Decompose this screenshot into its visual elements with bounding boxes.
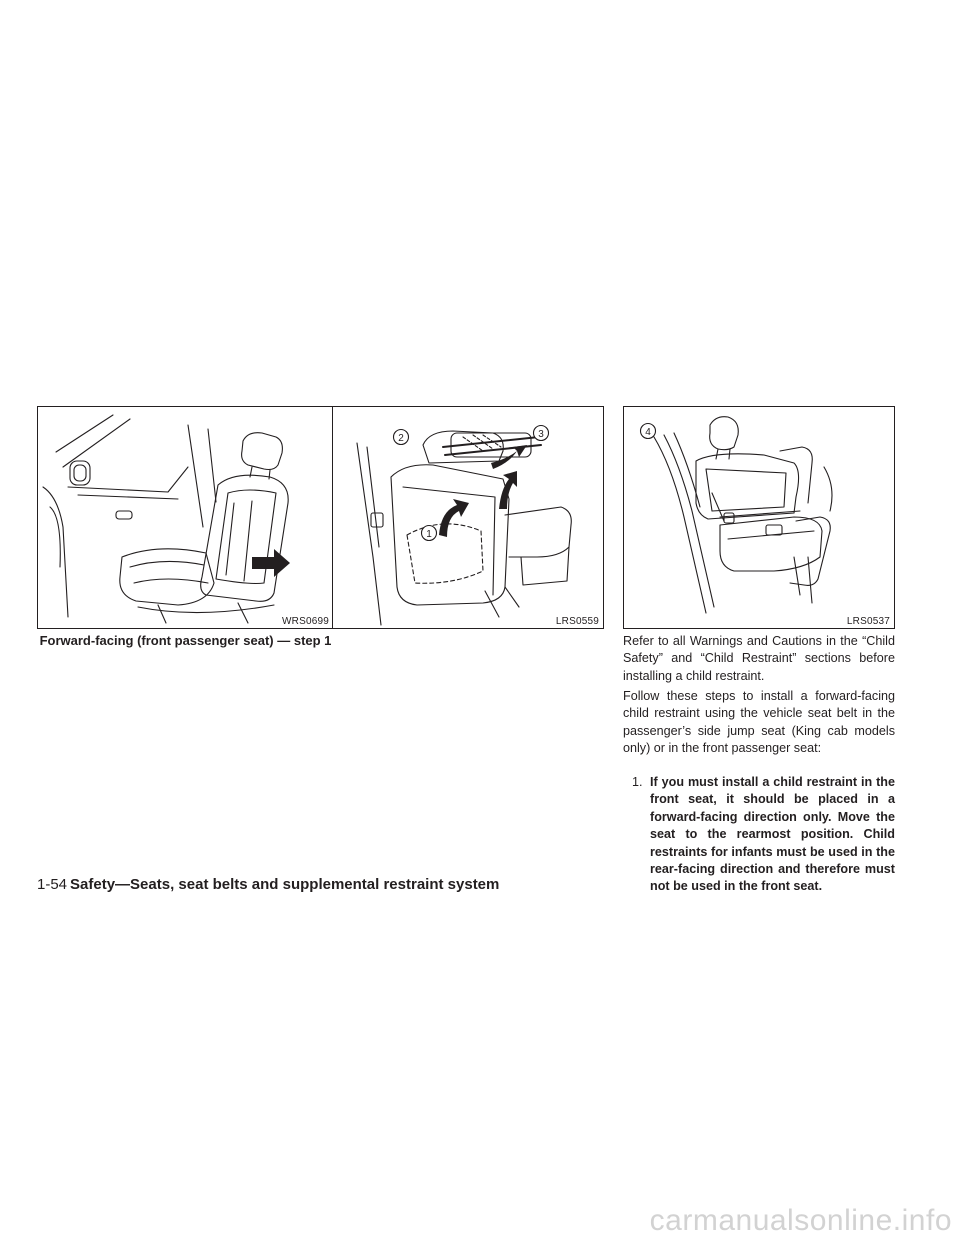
step-text: If you must install a child restraint in the front seat, it should be placed in a forward-facing direction only. Move the seat to the rearmost position. Child restraints for infants must be used in the rear-facing direction and therefore must not be used in the front seat. [650,775,895,894]
section-title: Safety—Seats, seat belts and supplemental restraint system [70,876,500,893]
arrow-right-icon [252,549,290,577]
figure-front-seat [37,406,334,629]
svg-text:4: 4 [645,427,651,438]
figure-jump-seat-open [623,406,895,629]
page-footer [37,876,499,893]
figure-caption: Forward-facing (front passenger seat) — step 1 [39,633,332,648]
step-number: 1. [632,775,643,789]
page-number: 1-54 [37,876,68,893]
figure-code: LRS0559 [555,616,599,627]
callout-4 [641,424,656,439]
callout-3 [534,426,549,441]
figure-code: WRS0699 [282,616,329,627]
jump-seat-open-illustration [624,407,895,629]
front-seat-illustration [38,407,334,629]
jump-seat-fold-illustration [333,407,604,629]
callout-1 [422,526,437,541]
svg-text:2: 2 [398,433,404,444]
paragraph-warnings: Refer to all Warnings and Cautions in the “Child Safety” and “Child Restraint” sections before installing a child restraint. [623,634,895,683]
figure-code: LRS0537 [846,616,890,627]
watermark: carmanualsonline.info [649,1204,952,1237]
paragraph-follow-steps: Follow these steps to install a forward-facing child restraint using the vehicle seat belt in the passenger’s side jump seat (King cab models only) or in the front passenger seat: [623,689,895,756]
callout-2 [394,430,409,445]
svg-text:1: 1 [426,529,432,540]
figure-jump-seat-fold [332,406,604,629]
svg-text:3: 3 [538,429,544,440]
